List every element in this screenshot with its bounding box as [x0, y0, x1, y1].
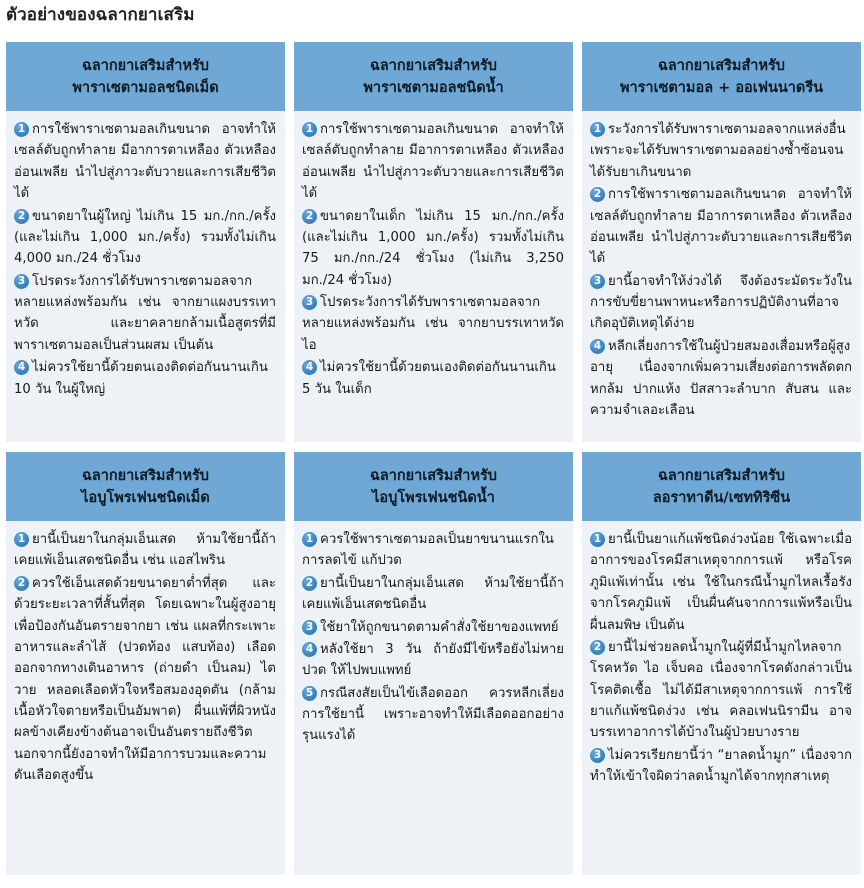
item-text: ควรใช้เอ็นเสดด้วยขนาดยาต่ำที่สุด และด้วยระยะเวลาที่สั้นที่สุด โดยเฉพาะในผู้สูงอายุ เพื่อป้องกันอันตรายจากยา เช่น แผลที่กระเพาะอาหารและลำไส้ (ปวดท้อง แสบท้อง) เลือดออกจากทางเดินอาหาร (ถ่ายดำ เป็นลม) ไตวาย หลอดเลือดหัวใจหรือสมองอุดตัน (กล้ามเนื้อหัวใจตายหรือเป็นอัมพาต) ผื่นแพ้ที่ผิวหนัง ผลข้างเคียงข้างต้นอาจเป็นอันตรายถึงชีวิต นอกจากนี้ยังอาจทำให้มีอาการบวมและความดันเลือดสูงขึ้น	[14, 575, 276, 784]
card-title-line-2: พาราเซตามอลชนิดเม็ด	[72, 80, 219, 97]
item-text: ไม่ควรใช้ยานี้ด้วยตนเองติดต่อกันนานเกิน 5 วัน ในเด็ก	[302, 360, 556, 397]
label-card-paracetamol-liquid	[294, 42, 573, 442]
list-item	[302, 529, 564, 572]
card-header	[294, 42, 573, 111]
item-text: โปรดระวังการได้รับพาราเซตามอลจากหลายแหล่งพร้อมกัน เช่น จากยาแผงบรรเทาหวัด และยาคลายกล้ามเนื้อสูตรที่มีพาราเซตามอลเป็นส่วนผสม เป็นต้น	[14, 273, 276, 353]
list-item	[590, 637, 852, 744]
item-text: ใช้ยาให้ถูกขนาดตามคำสั่งใช้ยาของแพทย์	[320, 619, 559, 635]
list-item	[590, 529, 852, 636]
item-number-badge: 2	[590, 187, 605, 202]
item-text: การใช้พาราเซตามอลเกินขนาด อาจทำให้เซลล์ตับถูกทำลาย มีอาการตาเหลือง ตัวเหลือง อ่อนเพลีย นำไปสู่ภาวะตับวายและการเสียชีวิตได้	[302, 122, 564, 202]
item-number-badge: 2	[14, 209, 29, 224]
list-item	[14, 119, 276, 205]
item-number-badge: 4	[14, 360, 29, 375]
card-body	[294, 521, 573, 875]
item-text: ระวังการได้รับพาราเซตามอลจากแหล่งอื่นเพราะจะได้รับพาราเซตามอลอย่างซ้ำซ้อนจนได้รับยาเกินขนาด	[590, 122, 846, 180]
card-header	[294, 452, 573, 521]
list-item	[590, 119, 852, 183]
item-text: ควรใช้พาราเซตามอลเป็นยาขนานแรกในการลดไข้ แก้ปวด	[302, 532, 554, 569]
label-card-paracetamol-orphenadrine	[582, 42, 861, 442]
item-number-badge: 1	[590, 532, 605, 547]
card-title-line-2: ลอราทาดีน/เซททิริซีน	[652, 490, 791, 507]
item-text: การใช้พาราเซตามอลเกินขนาด อาจทำให้เซลล์ตับถูกทำลาย มีอาการตาเหลือง ตัวเหลือง อ่อนเพลีย นำไปสู่ภาวะตับวายและการเสียชีวิตได้	[14, 122, 276, 202]
list-item	[302, 357, 564, 400]
item-text: ยานี้เป็นยาในกลุ่มเอ็นเสด ห้ามใช้ยานี้ถ้าเคยแพ้เอ็นเสดชนิดอื่น	[302, 575, 564, 613]
card-title-line-2: ไอบูโพรเฟนชนิดเม็ด	[81, 490, 210, 507]
item-text: หลีกเลี่ยงการใช้ในผู้ป่วยสมองเสื่อมหรือผู้สูงอายุ เนื่องจากเพิ่มความเสี่ยงต่อการพลัดตก หกล้ม ปากแห้ง ปัสสาวะลำบาก สับสน และความจำเลอะเลือน	[590, 338, 852, 418]
item-number-badge: 2	[14, 576, 29, 591]
item-number-badge: 4	[302, 642, 317, 657]
label-card-loratadine-cetirizine	[582, 452, 861, 875]
item-text: ขนาดยาในเด็ก ไม่เกิน 15 มก./กก./ครั้ง (และไม่เกิน 1,000 มก./ครั้ง) รวมทั้งไม่เกิน 75 มก./กก./24 ชั่วโมง (ไม่เกิน 3,250 มก./24 ชั่วโมง)	[302, 208, 564, 288]
list-item	[302, 617, 564, 638]
list-item	[590, 271, 852, 335]
list-item	[590, 184, 852, 270]
item-text: กรณีสงสัยเป็นไข้เลือดออก ควรหลีกเลี่ยงการใช้ยานี้ เพราะอาจทำให้มีเลือดออกอย่างรุนแรงได้	[302, 685, 564, 744]
list-item	[302, 683, 564, 747]
item-text: โปรดระวังการได้รับพาราเซตามอลจากหลายแหล่งพร้อมกัน เช่น จากยาบรรเทาหวัด ไอ	[302, 295, 564, 353]
item-number-badge: 2	[302, 209, 317, 224]
card-body	[6, 521, 285, 875]
item-text: ขนาดยาในผู้ใหญ่ ไม่เกิน 15 มก./กก./ครั้ง (และไม่เกิน 1,000 มก./ครั้ง) รวมทั้งไม่เกิน 4,000 มก./24 ชั่วโมง	[14, 208, 276, 267]
item-text: ยานี้ไม่ช่วยลดน้ำมูกในผู้ที่มีน้ำมูกไหลจากโรคหวัด ไอ เจ็บคอ เนื่องจากโรคดังกล่าวเป็นโรคติดเชื้อ ไม่ได้มีสาเหตุจากการแพ้ การใช้ยาแก้แพ้ชนิดง่วง เช่น คลอเฟนนิรามีน อาจบรรเทาอาการได้บ้างในผู้ป่วยบางราย	[590, 639, 852, 741]
item-text: ไม่ควรใช้ยานี้ด้วยตนเองติดต่อกันนานเกิน 10 วัน ในผู้ใหญ่	[14, 360, 268, 397]
item-number-badge: 3	[302, 295, 317, 310]
card-header	[6, 452, 285, 521]
page-title: ตัวอย่างของฉลากยาเสริม	[6, 5, 195, 25]
card-body	[582, 521, 861, 875]
item-number-badge: 1	[14, 532, 29, 547]
list-item	[14, 206, 276, 270]
list-item	[302, 639, 564, 682]
item-number-badge: 1	[590, 122, 605, 137]
label-card-paracetamol-tablet	[6, 42, 285, 442]
item-number-badge: 2	[590, 640, 605, 655]
item-text: ไม่ควรเรียกยานี้ว่า “ยาลดน้ำมูก” เนื่องจากทำให้เข้าใจผิดว่าลดน้ำมูกได้จากทุกสาเหตุ	[590, 747, 852, 785]
item-number-badge: 4	[590, 339, 605, 354]
list-item	[590, 336, 852, 422]
list-item	[14, 357, 276, 400]
item-number-badge: 5	[302, 686, 317, 701]
list-item	[14, 573, 276, 787]
list-item	[302, 119, 564, 205]
list-item	[14, 529, 276, 572]
item-text: ยานี้อาจทำให้ง่วงได้ จึงต้องระมัดระวังในการขับขี่ยานพาหนะหรือการปฏิบัติงานที่อาจเกิดอุบัติเหตุได้ง่าย	[590, 273, 852, 332]
card-title-line-2: ไอบูโพรเฟนชนิดน้ำ	[372, 490, 495, 507]
list-item	[590, 745, 852, 788]
card-body	[6, 111, 285, 442]
card-title-line-1: ฉลากยาเสริมสำหรับ	[81, 58, 210, 74]
item-number-badge: 3	[590, 748, 605, 763]
item-number-badge: 4	[302, 360, 317, 375]
item-number-badge: 1	[302, 532, 317, 547]
label-card-ibuprofen-tablet	[6, 452, 285, 875]
item-text: หลังใช้ยา 3 วัน ถ้ายังมีไข้หรือยังไม่หายปวด ให้ไปพบแพทย์	[302, 641, 564, 679]
item-number-badge: 1	[302, 122, 317, 137]
item-number-badge: 2	[302, 576, 317, 591]
label-card-grid	[6, 42, 861, 875]
item-text: ยานี้เป็นยาแก้แพ้ชนิดง่วงน้อย ใช้เฉพาะเมื่ออาการของโรคมีสาเหตุจากการแพ้ หรือโรคภูมิแพ้เท่านั้น เช่น ใช้ในกรณีน้ำมูกไหลเรื้อรังจากโรคภูมิแพ้ เป็นผื่นคันจากการแพ้หรือเป็นผื่นลมพิษ เป็นต้น	[590, 532, 852, 633]
card-title-line-1: ฉลากยาเสริมสำหรับ	[369, 58, 498, 74]
card-body	[582, 111, 861, 442]
list-item	[14, 271, 276, 357]
card-title-line-2: พาราเซตามอลชนิดน้ำ	[363, 80, 504, 97]
label-card-ibuprofen-liquid	[294, 452, 573, 875]
card-title-line-1: ฉลากยาเสริมสำหรับ	[369, 468, 498, 484]
list-item	[302, 573, 564, 616]
item-number-badge: 1	[14, 122, 29, 137]
card-body	[294, 111, 573, 442]
item-number-badge: 3	[14, 274, 29, 289]
item-number-badge: 3	[590, 274, 605, 289]
card-title-line-2: พาราเซตามอล + ออเฟนนาดรีน	[619, 80, 824, 97]
item-text: การใช้พาราเซตามอลเกินขนาด อาจทำให้เซลล์ตับถูกทำลาย มีอาการตาเหลือง ตัวเหลือง อ่อนเพลีย นำไปสู่ภาวะตับวายและการเสียชีวิตได้	[590, 187, 852, 267]
card-header	[6, 42, 285, 111]
item-text: ยานี้เป็นยาในกลุ่มเอ็นเสด ห้ามใช้ยานี้ถ้าเคยแพ้เอ็นเสดชนิดอื่น เช่น แอสไพริน	[14, 532, 276, 569]
card-header	[582, 42, 861, 111]
card-title-line-1: ฉลากยาเสริมสำหรับ	[81, 468, 210, 484]
card-title-line-1: ฉลากยาเสริมสำหรับ	[657, 468, 786, 484]
list-item	[302, 206, 564, 292]
card-header	[582, 452, 861, 521]
item-number-badge: 3	[302, 620, 317, 635]
card-title-line-1: ฉลากยาเสริมสำหรับ	[657, 58, 786, 74]
list-item	[302, 292, 564, 356]
